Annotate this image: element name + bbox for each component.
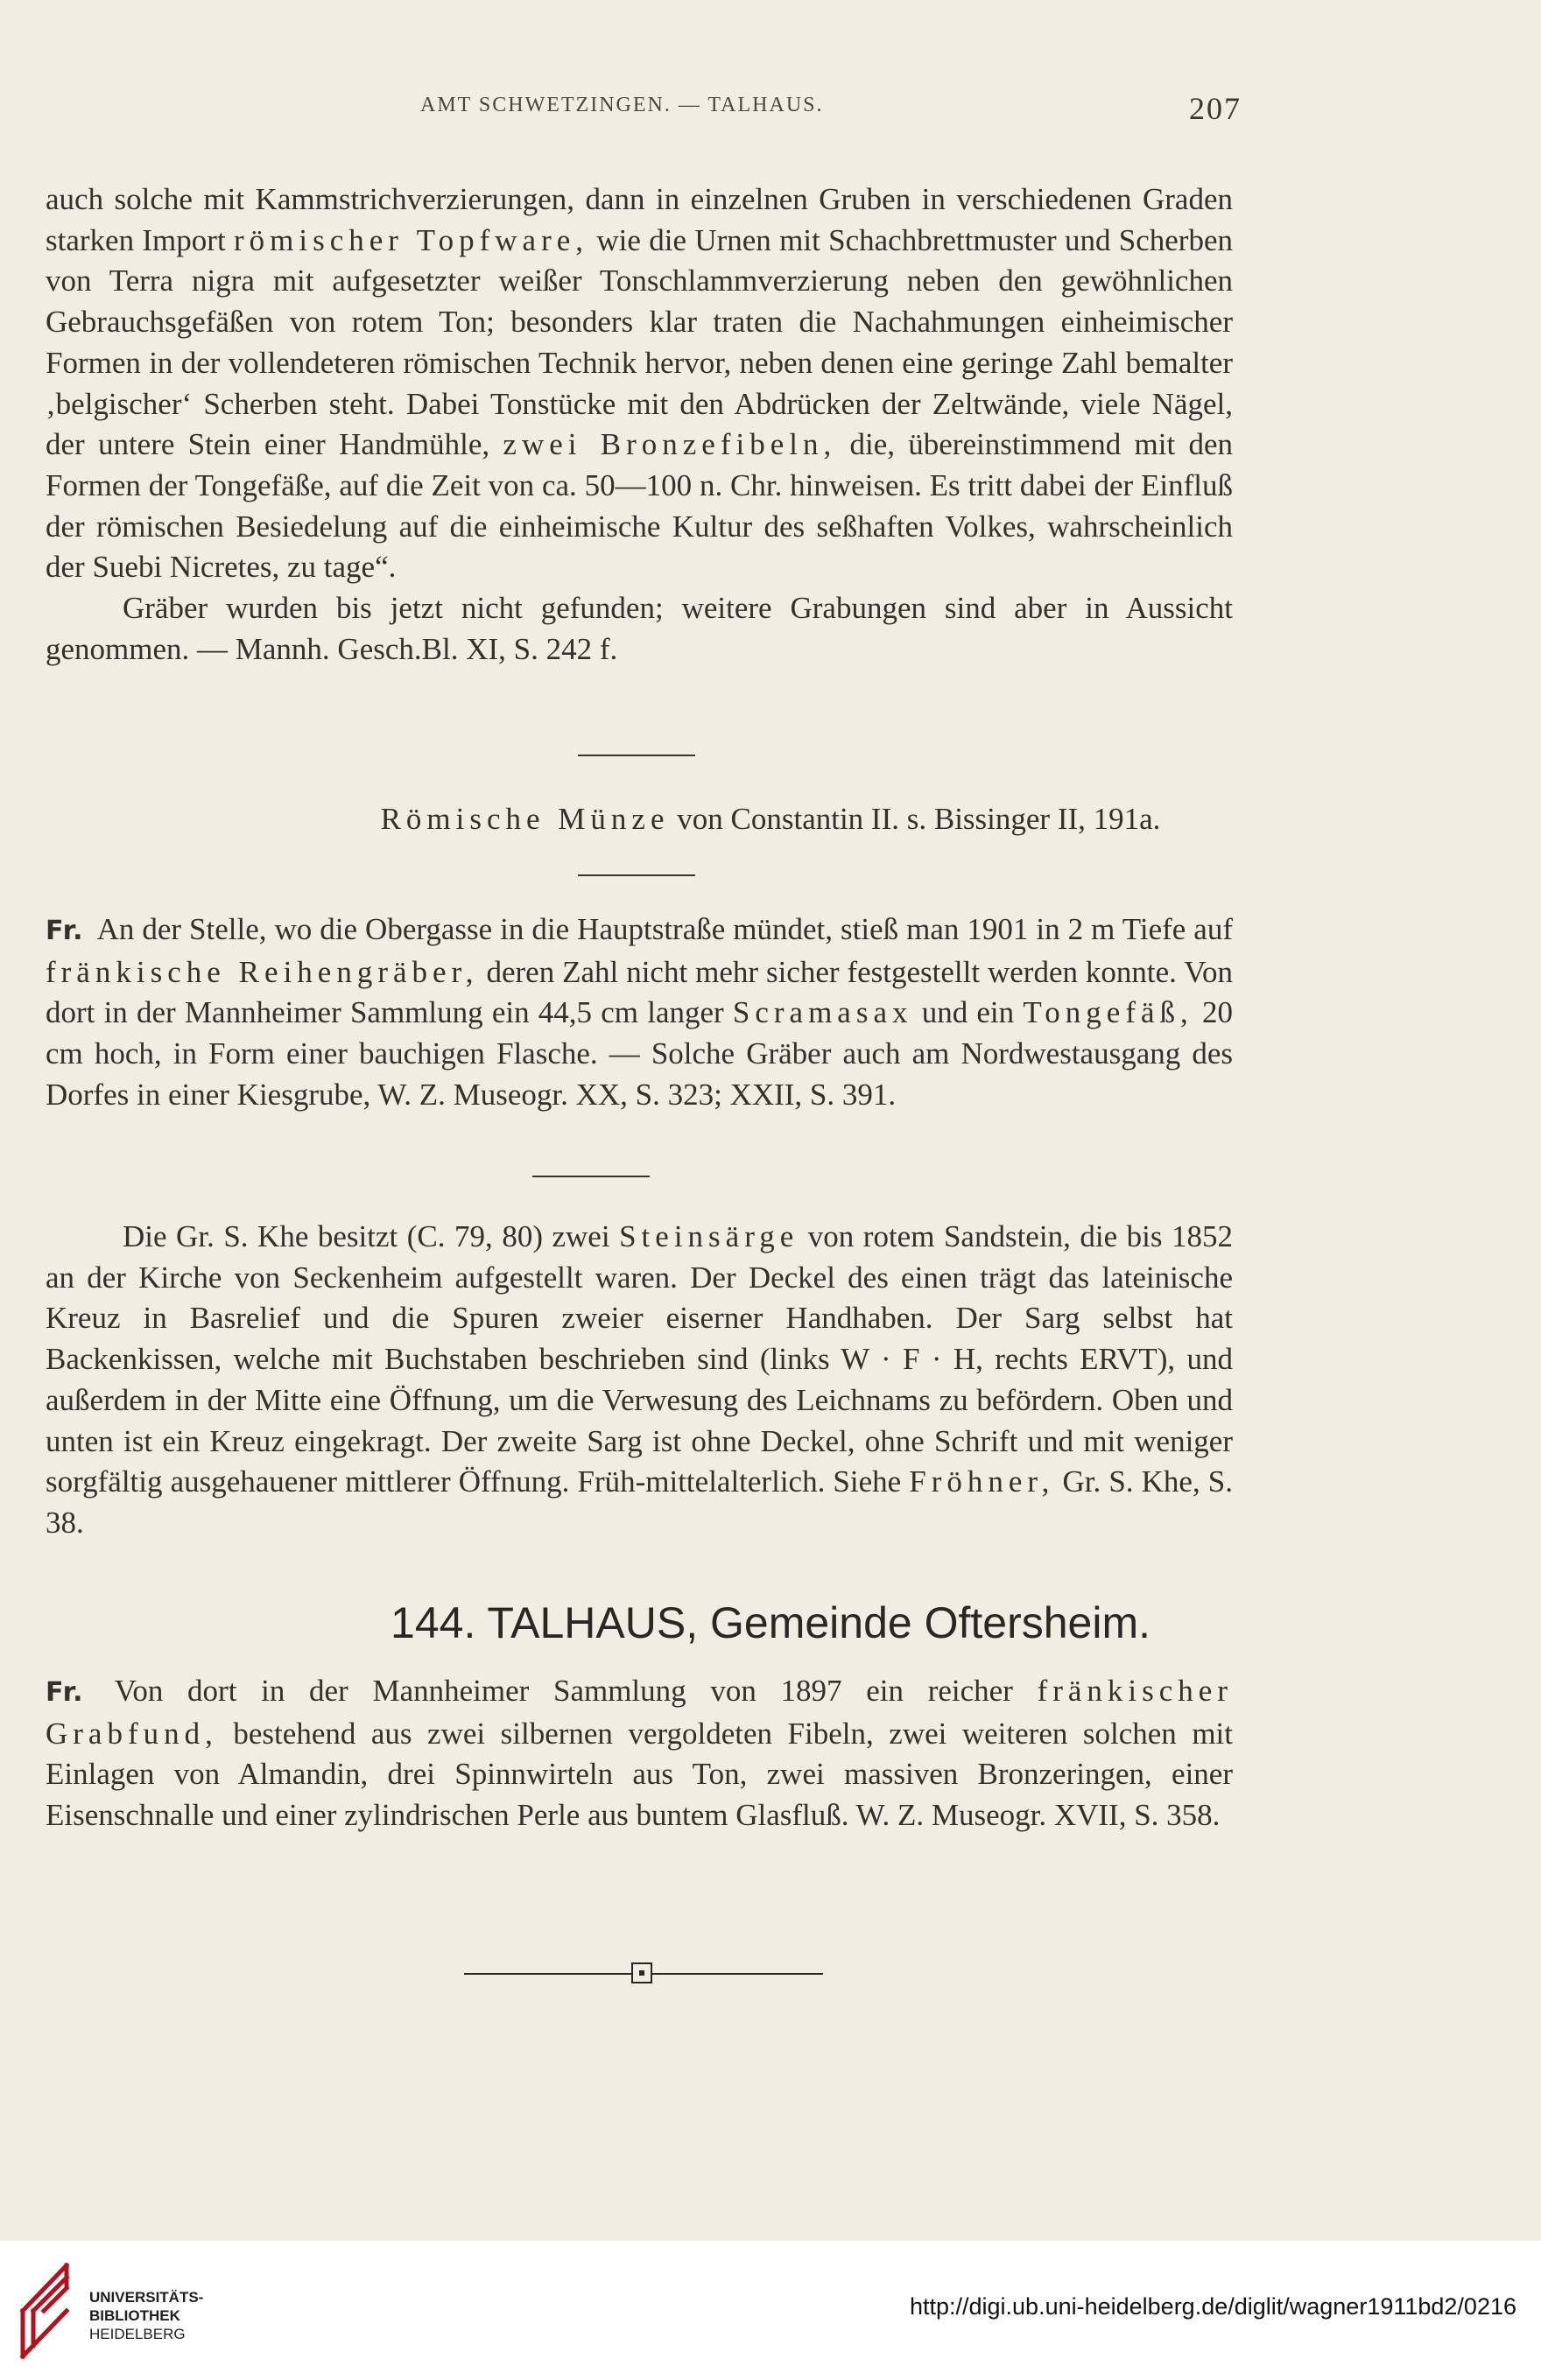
spaced-term: Tongefäß, (1023, 995, 1193, 1030)
page-header (0, 90, 1541, 134)
paragraph-fr-reihengraeber (46, 909, 1233, 1116)
spaced-term: Scramasax (732, 995, 913, 1030)
text-run: von Constantin II. s. Bissinger II, 191a. (669, 802, 1161, 836)
text-run: auch solche mit Kammstrichverzierungen, dann in einzelnen Gruben in verschiedenen Graden starken Import (46, 182, 1233, 257)
text-run: 20 cm hoch, in Form einer bauchigen Flasche. — Solche Gräber auch am Nordwestausgang des Dorfes in einer Kiesgrube, W. Z. Museogr. XX, S. 323; XXII, S. 391. (46, 995, 1234, 1112)
text-run: von rotem Sandstein, die bis 1852 an der Kirche von Seckenheim aufgestellt waren. Der Deckel des einen trägt das lateinische Kreuz in Basrelief und die Spuren zweier eiserner Handhaben. Der Sarg selbst hat Backenkissen, welche mit Buchstaben beschrieben sind (links W · F · H, rechts ERVT), und außerdem in der Mitte eine Öffnung, um die Verwesung des Leichnams zu befördern. Oben und unten ist ein Kreuz eingekragt. Der zweite Sarg ist ohne Deckel, ohne Schrift und mit weniger sorgfältig ausgehauener mittlerer Öffnung. Früh-mittelalterlich. Siehe (46, 1219, 1233, 1499)
source-url-link[interactable]: http://digi.ub.uni-heidelberg.de/diglit/wagner1911bd2/0216 (909, 2293, 1516, 2320)
fr-label: Fr. (46, 916, 84, 946)
library-footer (0, 2241, 1541, 2380)
text-run: An der Stelle, wo die Obergasse in die Hauptstraße mündet, stieß man 1901 in 2 m Tiefe auf (90, 912, 1233, 946)
coin-entry (0, 802, 1541, 837)
spaced-term: Fröhner, (909, 1464, 1055, 1499)
ornament-line-right (652, 1973, 823, 1975)
spaced-term: römischer Topfware, (234, 222, 589, 257)
separator-rule (532, 1176, 650, 1177)
paragraph-grs (46, 1217, 1233, 1544)
paragraph-fr-2 (46, 1671, 1233, 1836)
fr-label: Fr. (46, 1677, 84, 1708)
library-logo-icon (16, 2258, 77, 2363)
text-run: wie die Urnen mit Schachbrettmuster und Scherben von Terra nigra mit aufgesetzter weißer Tonschlammverzierung neben den gewöhnlichen Gebrauchsgefäßen von rotem Ton; besonders klar traten die Nachahmungen einheimischer Formen in der vollendeteren römischen Technik hervor, neben denen eine geringe Zahl bemalter ‚belgischer‘ Scherben steht. Dabei Tonstücke mit den Abdrücken der Zeltwände, viele Nägel, der untere Stein einer Handmühle, (46, 222, 1234, 462)
running-head: AMT SCHWETZINGEN. — TALHAUS. (420, 94, 824, 116)
library-name (89, 2288, 203, 2343)
text-run: bestehend aus zwei silbernen vergoldeten Fibeln, zwei weiteren solchen mit Einlagen von Almandin, drei Spinnwirteln aus Ton, zwei massiven Bronzeringen, einer Eisenschnalle und einer zylindrischen Perle aus buntem Glasfluß. W. Z. Museogr. XVII, S. 358. (46, 1716, 1233, 1833)
section-heading: 144. TALHAUS, Gemeinde Oftersheim. (391, 1598, 1150, 1647)
spaced-term: Steinsärge (619, 1219, 799, 1253)
library-name-line: UNIVERSITÄTS- (89, 2289, 204, 2306)
paragraph-steinsaerge (46, 1217, 1233, 1544)
spaced-term: zwei Bronzefibeln, (503, 427, 837, 462)
end-ornament (464, 1961, 823, 1987)
library-name-line: BIBLIOTHEK (89, 2307, 180, 2324)
paragraph-2: Gräber wurden bis jetzt nicht gefunden; weitere Grabungen sind aber in Aussicht genommen. — Mannh. Gesch.Bl. XI, S. 242 f. (46, 591, 1233, 666)
paragraph-1 (46, 179, 1233, 588)
separator-rule (578, 874, 695, 876)
ornament-square-icon (631, 1962, 652, 1983)
spaced-term: Römische Münze (380, 802, 670, 836)
text-run: deren Zahl nicht mehr sicher festgestellt werden konnte. Von dort in der Mannheimer Sammlung ein 44,5 cm langer (46, 954, 1233, 1030)
spaced-term: fränkischer Grabfund, (46, 1674, 1233, 1751)
paragraph-fr-grabfund (46, 1671, 1233, 1836)
paragraph-fr-1 (46, 909, 1233, 1116)
text-run: Gr. S. Khe, S. 38. (46, 1464, 1233, 1540)
ornament-line-left (464, 1973, 631, 1975)
text-run: die, übereinstimmend mit den Formen der Tongefäße, auf die Zeit von ca. 50—100 n. Chr. hinweisen. Es tritt dabei der Einfluß der römischen Besiedelung auf die einheimische Kultur des seßhaften Volkes, wahrscheinlich der Suebi Nicretes, zu tage“. (46, 427, 1233, 585)
text-run: Die Gr. S. Khe besitzt (C. 79, 80) zwei (123, 1219, 620, 1253)
paragraph-import-continuation (46, 179, 1233, 670)
text-run: Von dort in der Mannheimer Sammlung von 1897 ein reicher (90, 1674, 1038, 1708)
page-number: 207 (1189, 91, 1242, 126)
spaced-term: fränkische Reihengräber, (46, 954, 479, 989)
separator-rule (578, 755, 695, 756)
library-name-line: HEIDELBERG (89, 2326, 186, 2342)
text-run: und ein (912, 995, 1024, 1030)
